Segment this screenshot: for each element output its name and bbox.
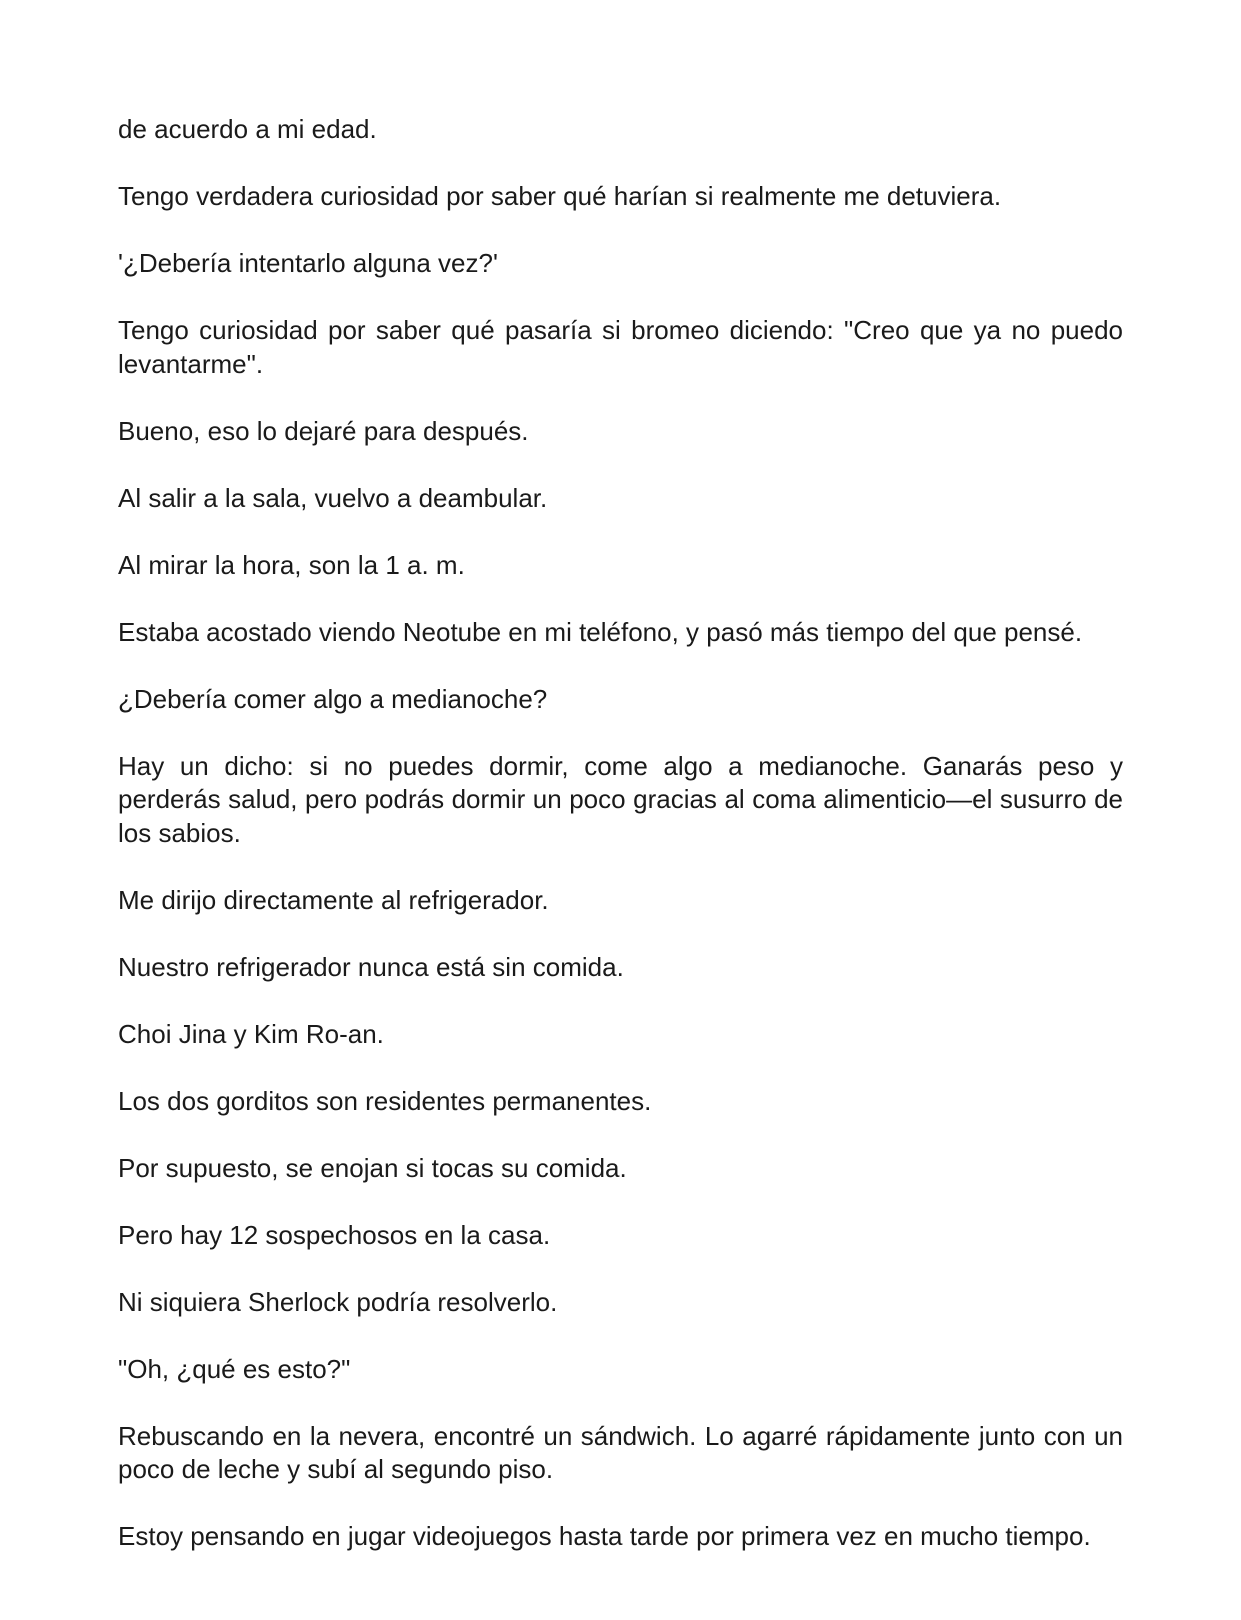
paragraph: Ni siquiera Sherlock podría resolverlo.: [118, 1286, 558, 1317]
paragraph: de acuerdo a mi edad.: [118, 114, 377, 144]
paragraph: '¿Debería intentarlo alguna vez?': [118, 248, 498, 278]
paragraph: "Oh, ¿qué es esto?": [118, 1353, 351, 1384]
paragraph: Hay un dicho: si no puedes dormir, come algo a medianoche. Ganarás peso y perderás salud, pero podrás dormir un poco gracias al coma alimenticio—el susurro de los sabios.: [118, 750, 1123, 848]
paragraph: Me dirijo directamente al refrigerador.: [118, 884, 549, 915]
paragraph: Tengo curiosidad por saber qué pasaría si bromeo diciendo: "Creo que ya no puedo levantarme".: [118, 315, 1123, 379]
paragraph: Al mirar la hora, son la 1 a. m.: [118, 549, 465, 580]
paragraph: Tengo verdadera curiosidad por saber qué harían si realmente me detuviera.: [118, 181, 1002, 211]
paragraph: Pero hay 12 sospechosos en la casa.: [118, 1219, 551, 1250]
paragraph: Al salir a la sala, vuelvo a deambular.: [118, 482, 548, 513]
paragraph: Choi Jina y Kim Ro-an.: [118, 1018, 384, 1049]
paragraph: Por supuesto, se enojan si tocas su comida.: [118, 1152, 627, 1183]
paragraph: Estaba acostado viendo Neotube en mi teléfono, y pasó más tiempo del que pensé.: [118, 616, 1083, 647]
paragraph: Bueno, eso lo dejaré para después.: [118, 415, 529, 446]
paragraph: Rebuscando en la nevera, encontré un sándwich. Lo agarré rápidamente junto con un poco de leche y subí al segundo piso.: [118, 1420, 1123, 1484]
document-body: [118, 113, 1123, 1554]
paragraph: ¿Debería comer algo a medianoche?: [118, 683, 548, 714]
paragraph: Estoy pensando en jugar videojuegos hasta tarde por primera vez en mucho tiempo.: [118, 1521, 1091, 1551]
paragraph: Los dos gorditos son residentes permanentes.: [118, 1085, 652, 1116]
paragraph: Nuestro refrigerador nunca está sin comida.: [118, 951, 624, 982]
